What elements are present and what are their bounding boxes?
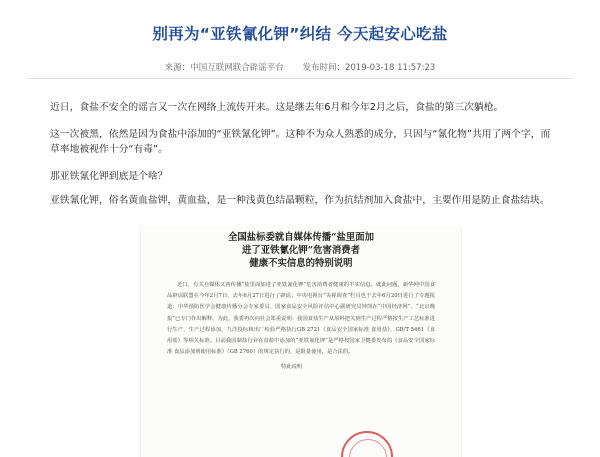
notice-title-line-3: 健康不实信息的特别说明 xyxy=(249,258,353,269)
source-label: 来源： xyxy=(164,63,191,73)
notice-title xyxy=(141,231,461,270)
paragraph-4: 亚铁氰化钾，俗名黄血盐钾，黄血盐，是一种浅黄色结晶颗粒，作为抗结剂加入食盐中，主要作用是防止食盐结块。 xyxy=(50,195,550,206)
paragraph-3: 那亚铁氰化钾到底是个啥？ xyxy=(50,171,168,182)
notice-image xyxy=(140,226,462,457)
source-info xyxy=(165,63,284,73)
date-value: 2019-03-18 11:57:23 xyxy=(344,63,436,73)
date-label: 发布时间： xyxy=(302,63,345,73)
source-name[interactable]: 中国互联网联合辟谣平台 xyxy=(190,63,284,73)
red-seal-icon xyxy=(341,431,393,457)
divider xyxy=(26,78,574,79)
publish-time xyxy=(302,63,435,73)
paragraph-2: 这一次被黑，依然是因为食盐中添加的“亚铁氰化钾”。这种不为众人熟悉的成分，只因与“氰化物”共用了两个字，而草率地被视作十分“有毒”。 xyxy=(50,129,551,155)
article-meta xyxy=(0,61,600,73)
paragraph-1: 近日，食盐不安全的谣言又一次在网络上流传开来。这是继去年6月和今年2月之后，食盐的第三次躺枪。 xyxy=(50,102,504,113)
notice-body: 近日，有关自媒体又再传播“盐里面加进了亚铁氰化钾”危害消费者健康的不实信息。就此问题，新华网中国食品辟谣联盟在今年2月7日、去年6月27日进行了辟谣；中央电视台“央视调查”栏目也于去年6月20日进行了专题报道；中华预防医学会健康传播分会专家委员、国家食品安全风险评估中心副研究员钟凯在“中国经济网”、“北京晚报”已专门作出解释。为此，我委再次向社会郑重说明：我国食盐生产从原料把关到生产过程严格按生产工艺标准进行生产，生产过程添加，九洋投标和出厂检验严格执行GB 2721《食品安全国家标准 食用盐》、GB/T 5461《食用盐》等相关标准。目前我国制盐行业在食盐中添加的“亚铁氰化钾”是严格按国家卫健委发布的《食品安全国家标准 食品添加剂使用标准》（GB 2760）的规定执行的，是限量使用，是合法的。 xyxy=(167,282,435,356)
notice-sign: 特此说明 xyxy=(281,364,303,371)
notice-title-line-1: 全国盐标委就自媒体传播“盐里面加 xyxy=(227,232,375,243)
notice-title-line-2: 进了亚铁氰化钾”危害消费者 xyxy=(242,245,360,256)
article-title: 别再为“亚铁氰化钾”纠结 今天起安心吃盐 xyxy=(152,25,448,43)
